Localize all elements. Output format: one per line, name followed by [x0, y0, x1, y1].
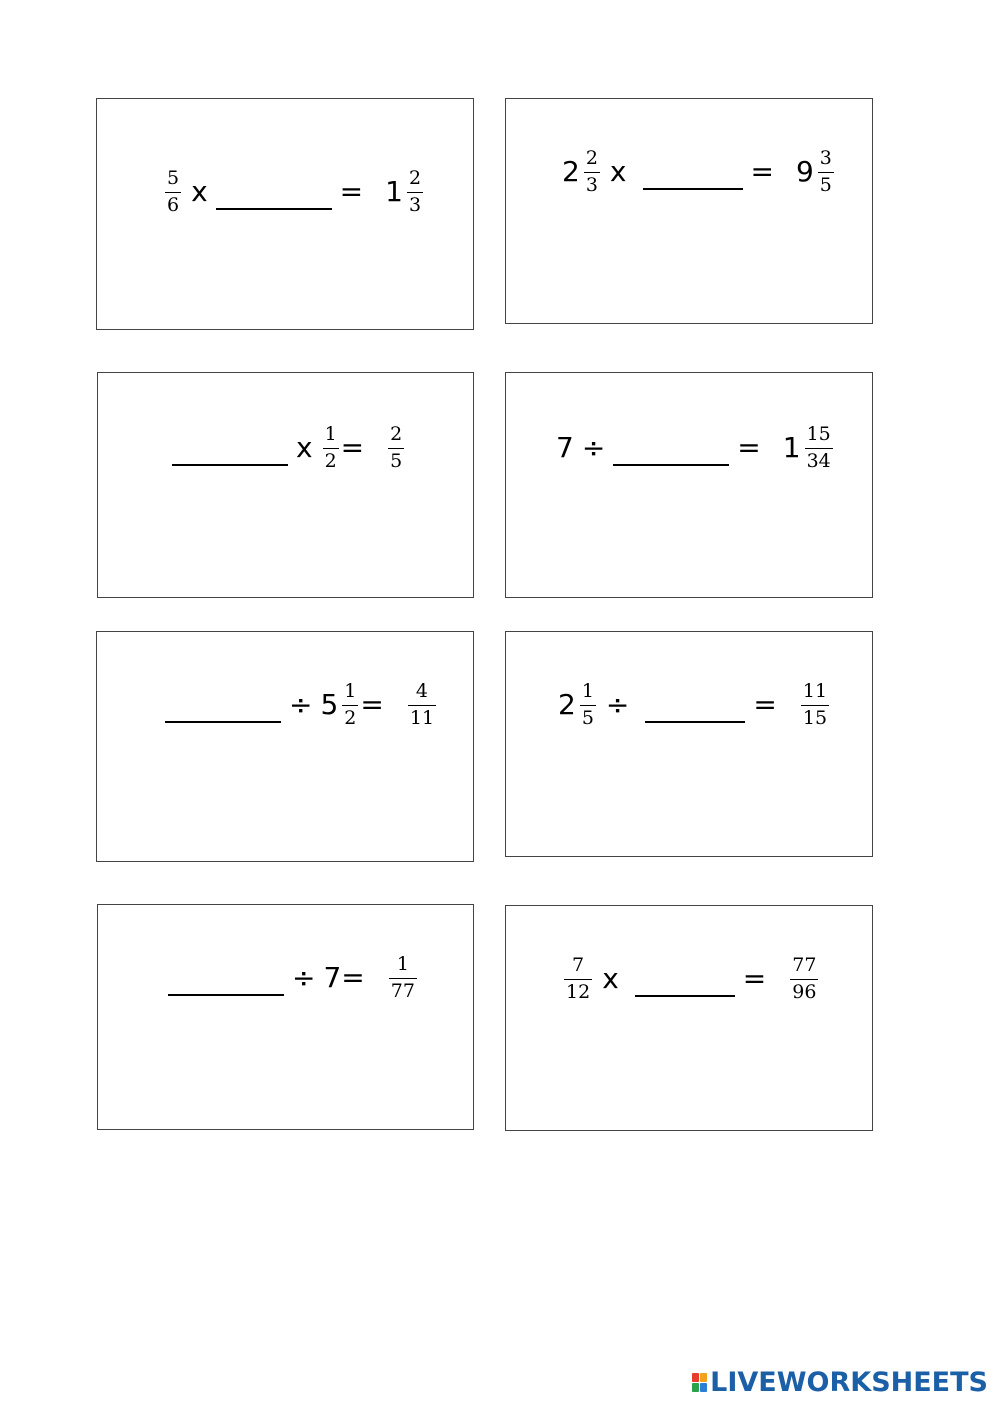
fraction-result [407, 169, 423, 216]
divide-sign: ÷ [292, 961, 316, 995]
fraction-bar [165, 192, 181, 193]
fraction-operand [580, 682, 596, 729]
denominator: 5 [581, 706, 594, 729]
fraction-result [801, 682, 829, 729]
equals-sign: = [753, 688, 777, 722]
problem-card-5 [96, 631, 474, 862]
denominator: 15 [802, 706, 828, 729]
logo-mark-icon [692, 1373, 707, 1392]
fraction-operand [564, 956, 592, 1003]
numerator: 3 [819, 147, 832, 169]
fraction-result [408, 682, 436, 729]
fraction-bar [564, 979, 592, 980]
answer-blank[interactable] [216, 186, 332, 210]
logo-square [700, 1383, 707, 1392]
answer-blank[interactable] [172, 442, 288, 466]
fraction-bar [580, 705, 596, 706]
answer-blank[interactable] [643, 166, 743, 190]
equals-sign: = [750, 155, 774, 189]
fraction-operand [323, 425, 339, 472]
fraction-bar [818, 172, 834, 173]
numerator: 1 [396, 953, 409, 975]
denominator: 5 [819, 173, 832, 196]
denominator: 96 [792, 980, 817, 1003]
equals-sign: = [339, 175, 364, 209]
operand-whole: 5 [320, 688, 339, 722]
answer-blank[interactable] [168, 972, 284, 996]
equation-8 [562, 956, 820, 1003]
numerator: 2 [585, 147, 598, 169]
fraction-bar [323, 448, 339, 449]
denominator: 2 [344, 706, 357, 729]
fraction-bar [407, 192, 423, 193]
fraction-result [389, 955, 417, 1002]
equals-sign: = [340, 431, 365, 465]
equation-7 [160, 955, 419, 1002]
fraction-operand [584, 149, 600, 196]
numerator: 5 [167, 167, 180, 189]
liveworksheets-logo [692, 1367, 988, 1398]
denominator: 77 [390, 979, 415, 1002]
fraction-bar [801, 705, 829, 706]
problem-card-8 [505, 905, 873, 1131]
result-whole: 1 [782, 431, 801, 465]
times-sign: x [296, 431, 313, 465]
answer-blank[interactable] [645, 699, 745, 723]
lead-number: 7 [556, 431, 574, 465]
fraction-bar [408, 705, 436, 706]
lead-number: 7 [323, 961, 342, 995]
logo-square [692, 1373, 699, 1382]
logo-square [692, 1383, 699, 1392]
equation-4 [556, 425, 835, 472]
fraction-bar [805, 448, 833, 449]
equals-sign: = [360, 688, 384, 722]
times-sign: x [602, 962, 619, 996]
fraction-result [388, 425, 404, 472]
fraction-operand [165, 169, 181, 216]
result-whole: 1 [385, 175, 403, 209]
answer-blank[interactable] [613, 442, 729, 466]
equation-6 [558, 682, 831, 729]
fraction-bar [388, 448, 404, 449]
operand-whole: 2 [562, 155, 580, 189]
problem-card-7 [97, 904, 474, 1130]
problem-card-4 [505, 372, 873, 598]
numerator: 2 [390, 423, 403, 445]
equation-1 [163, 169, 425, 216]
divide-sign: ÷ [581, 431, 606, 465]
operand-whole: 2 [558, 688, 576, 722]
fraction-result [790, 956, 818, 1003]
problem-card-3 [97, 372, 474, 598]
times-sign: x [191, 175, 208, 209]
problem-card-6 [505, 631, 873, 857]
equals-sign: = [341, 961, 365, 995]
fraction-result [818, 149, 834, 196]
fraction-bar [342, 705, 358, 706]
divide-sign: ÷ [605, 688, 630, 722]
denominator: 5 [390, 449, 403, 472]
logo-text: LIVEWORKSHEETS [710, 1367, 988, 1398]
result-whole: 9 [795, 155, 814, 189]
equals-sign: = [737, 431, 761, 465]
numerator: 1 [324, 423, 337, 445]
fraction-result [805, 425, 833, 472]
times-sign: x [609, 155, 627, 189]
problem-card-1 [96, 98, 474, 330]
denominator: 34 [806, 449, 831, 472]
numerator: 1 [581, 680, 594, 702]
denominator: 11 [409, 706, 435, 729]
answer-blank[interactable] [635, 973, 735, 997]
answer-blank[interactable] [165, 699, 281, 723]
equation-3 [164, 425, 406, 472]
equation-5 [157, 682, 438, 729]
logo-square [700, 1373, 707, 1382]
numerator: 7 [572, 954, 585, 976]
numerator: 4 [415, 680, 428, 702]
numerator: 77 [792, 954, 817, 976]
denominator: 3 [408, 193, 422, 216]
fraction-bar [584, 172, 600, 173]
denominator: 2 [324, 449, 337, 472]
equals-sign: = [742, 962, 767, 996]
divide-sign: ÷ [289, 688, 313, 722]
problem-card-2 [505, 98, 873, 324]
fraction-bar [790, 979, 818, 980]
equation-2 [562, 149, 836, 196]
numerator: 15 [806, 423, 831, 445]
numerator: 2 [408, 167, 422, 189]
denominator: 3 [585, 173, 598, 196]
fraction-bar [389, 978, 417, 979]
fraction-operand [342, 682, 358, 729]
denominator: 6 [167, 193, 180, 216]
denominator: 12 [566, 980, 591, 1003]
numerator: 1 [344, 680, 357, 702]
numerator: 11 [802, 680, 828, 702]
